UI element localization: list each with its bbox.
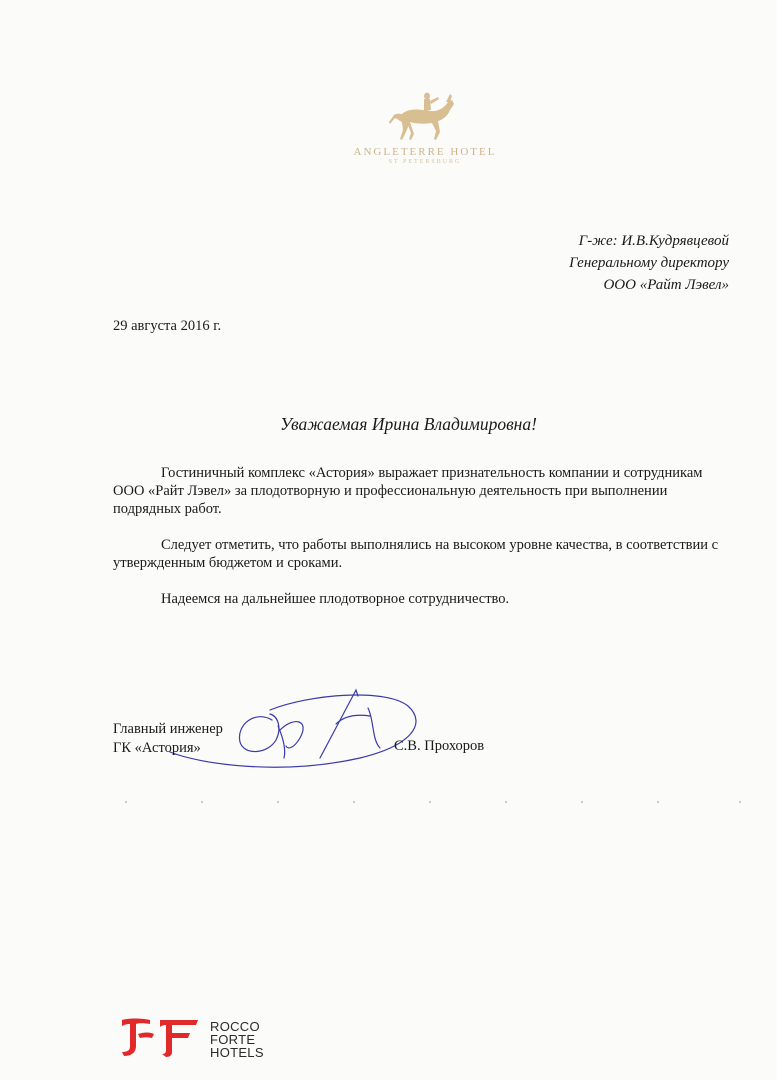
letter-date: 29 августа 2016 г. (113, 318, 222, 334)
rf-monogram-icon (118, 1016, 204, 1058)
brand-line-1: ROCCO (210, 1019, 260, 1034)
addressee-line-1: Г-же: И.В.Кудрявцевой (578, 233, 729, 249)
body-paragraph-3: Надеемся на дальнейшее плодотворное сотрудничество. (161, 591, 510, 607)
letter-body (113, 464, 728, 608)
addressee-line-2: Генеральному директору (569, 255, 729, 271)
scan-dots (120, 800, 760, 804)
signatory-name: С.В. Прохоров (394, 738, 485, 754)
hotel-logo (340, 88, 510, 188)
rocco-forte-logo (118, 1016, 288, 1066)
signatory-organization: ГК «Астория» (113, 739, 201, 756)
brand-name (210, 1020, 264, 1059)
signatory-block (113, 720, 223, 757)
addressee-block (569, 230, 729, 296)
hotel-name: ANGLETERRE HOTEL (353, 146, 497, 158)
salutation: Уважаемая Ирина Владимировна! (280, 414, 537, 434)
brand-line-3: HOTELS (210, 1045, 264, 1060)
body-paragraph-1: Гостиничный комплекс «Астория» выражает признательность компании и сотрудникам ООО «Райт Лэвел» за плодотворную и профессиональную деятельность при выполнении подрядных работ. (113, 465, 703, 517)
horse-rider-icon (380, 88, 470, 144)
addressee-line-3: ООО «Райт Лэвел» (603, 277, 729, 293)
hotel-city: ST PETERSBURG (388, 159, 462, 165)
brand-line-2: FORTE (210, 1032, 256, 1047)
body-paragraph-2: Следует отметить, что работы выполнялись на высоком уровне качества, в соответствии с утвержденным бюджетом и сроками. (113, 537, 719, 571)
signatory-position: Главный инженер (113, 721, 223, 737)
